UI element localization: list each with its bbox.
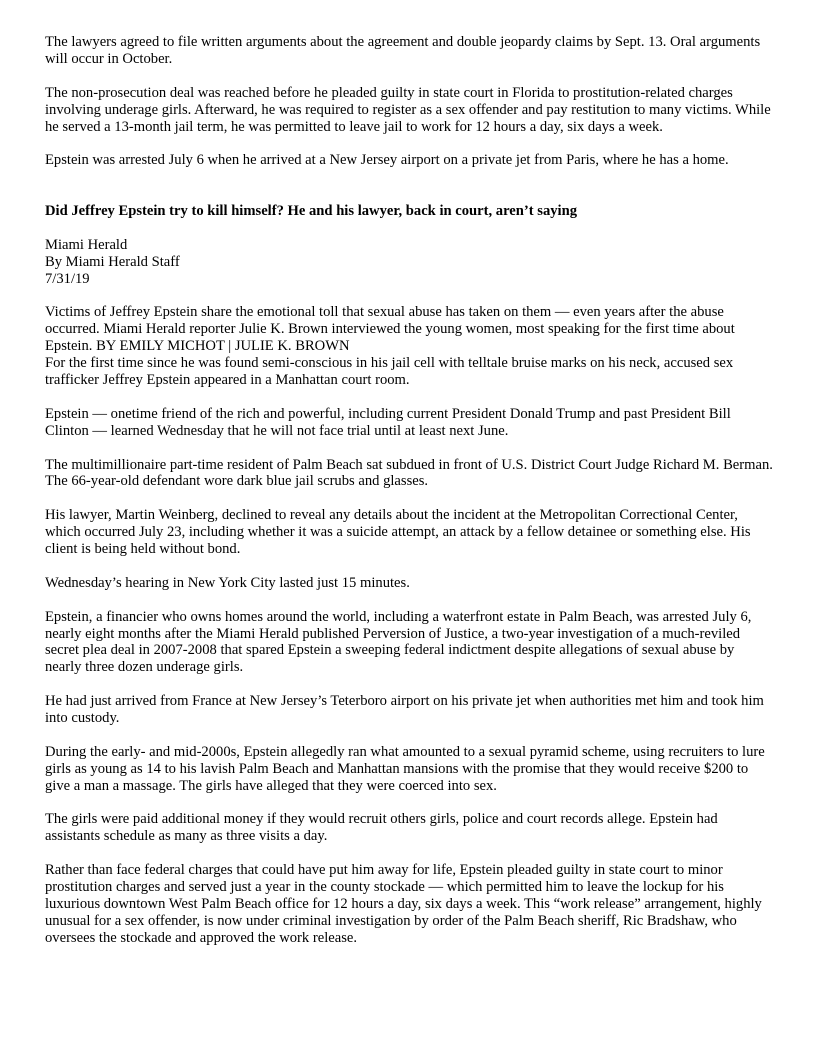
paragraph-financier: Epstein, a financier who owns homes around the world, including a waterfront estate in Palm Beach, was arrested July 6, nearly eight months after the Miami Herald published Perversion of Justice, a two-year investigation of a much-reviled secret plea deal in 2007-2008 that spared Epstein a sweeping federal indictment despite allegations of sexual abuse by nearly three dozen underage girls. [45, 608, 752, 676]
paragraph-teterboro: He had just arrived from France at New Jersey’s Teterboro airport on his private jet when authorities met him and took him into custody. [45, 693, 764, 727]
paragraph-pyramid-scheme: During the early- and mid-2000s, Epstein allegedly ran what amounted to a sexual pyramid scheme, using recruiters to lure girls as young as 14 to his lavish Palm Beach and Manhattan mansions with the promise that they would receive $200 to give a man a massage. The girls have alleged that they were coerced into sex. [45, 743, 765, 794]
article-date: 7/31/19 [45, 270, 90, 287]
paragraph-work-release: Rather than face federal charges that could have put him away for life, Epstein pleaded guilty in state court to minor prostitution charges and served just a year in the county stockade — which permitted him to leave the lockup for his luxurious downtown West Palm Beach office for 12 hours a day, six days a week. This “work release” arrangement, highly unusual for a sex offender, is now under criminal investigation by order of the Palm Beach sheriff, Ric Bradshaw, who oversees the stockade and approved the work release. [45, 862, 762, 946]
paragraph-lawyer: His lawyer, Martin Weinberg, declined to reveal any details about the incident at the Metropolitan Correctional Center, which occurred July 23, including whether it was a suicide attempt, an attack by a fellow detainee or something else. His client is being held without bond. [45, 507, 751, 558]
article-headline: Did Jeffrey Epstein try to kill himself? He and his lawyer, back in court, aren’t saying [45, 203, 578, 220]
article-source: Miami Herald [45, 236, 128, 253]
paragraph-recruit: The girls were paid additional money if they would recruit others girls, police and court records allege. Epstein had assistants schedule as many as three visits a day. [45, 811, 718, 845]
document-page [45, 34, 773, 964]
paragraph-arrest: Epstein was arrested July 6 when he arrived at a New Jersey airport on a private jet from Paris, where he has a home. [45, 152, 729, 169]
article-byline: By Miami Herald Staff [45, 253, 180, 270]
paragraph-written-arguments: The lawyers agreed to file written arguments about the agreement and double jeopardy claims by Sept. 13. Oral arguments will occur in October. [45, 34, 761, 67]
paragraph-first-time: For the first time since he was found semi-conscious in his jail cell with telltale bruise marks on his neck, accused sex trafficker Jeffrey Epstein appeared in a Manhattan court room. [45, 355, 734, 389]
paragraph-court-appearance: The multimillionaire part-time resident of Palm Beach sat subdued in front of U.S. District Court Judge Richard M. Berman. The 66-year-old defendant wore dark blue jail scrubs and glasses. [45, 456, 773, 490]
video-caption: Victims of Jeffrey Epstein share the emotional toll that sexual abuse has taken on them — even years after the abuse occurred. Miami Herald reporter Julie K. Brown interviewed the young women, most speaking for the first time about Epstein. BY EMILY MICHOT | JULIE K. BROWN [45, 304, 735, 355]
article-meta [45, 237, 773, 288]
paragraph-onetime-friend: Epstein — onetime friend of the rich and powerful, including current President Donald Trump and past President Bill Clinton — learned Wednesday that he will not face trial until at least next June. [45, 405, 731, 439]
paragraph-non-prosecution-deal: The non-prosecution deal was reached before he pleaded guilty in state court in Florida to prostitution-related charges involving underage girls. Afterward, he was required to register as a sex offender and pay restitution to many victims. While he served a 13-month jail term, he was permitted to leave jail to work for 12 hours a day, six days a week. [45, 84, 771, 135]
paragraph-hearing: Wednesday’s hearing in New York City lasted just 15 minutes. [45, 574, 410, 591]
